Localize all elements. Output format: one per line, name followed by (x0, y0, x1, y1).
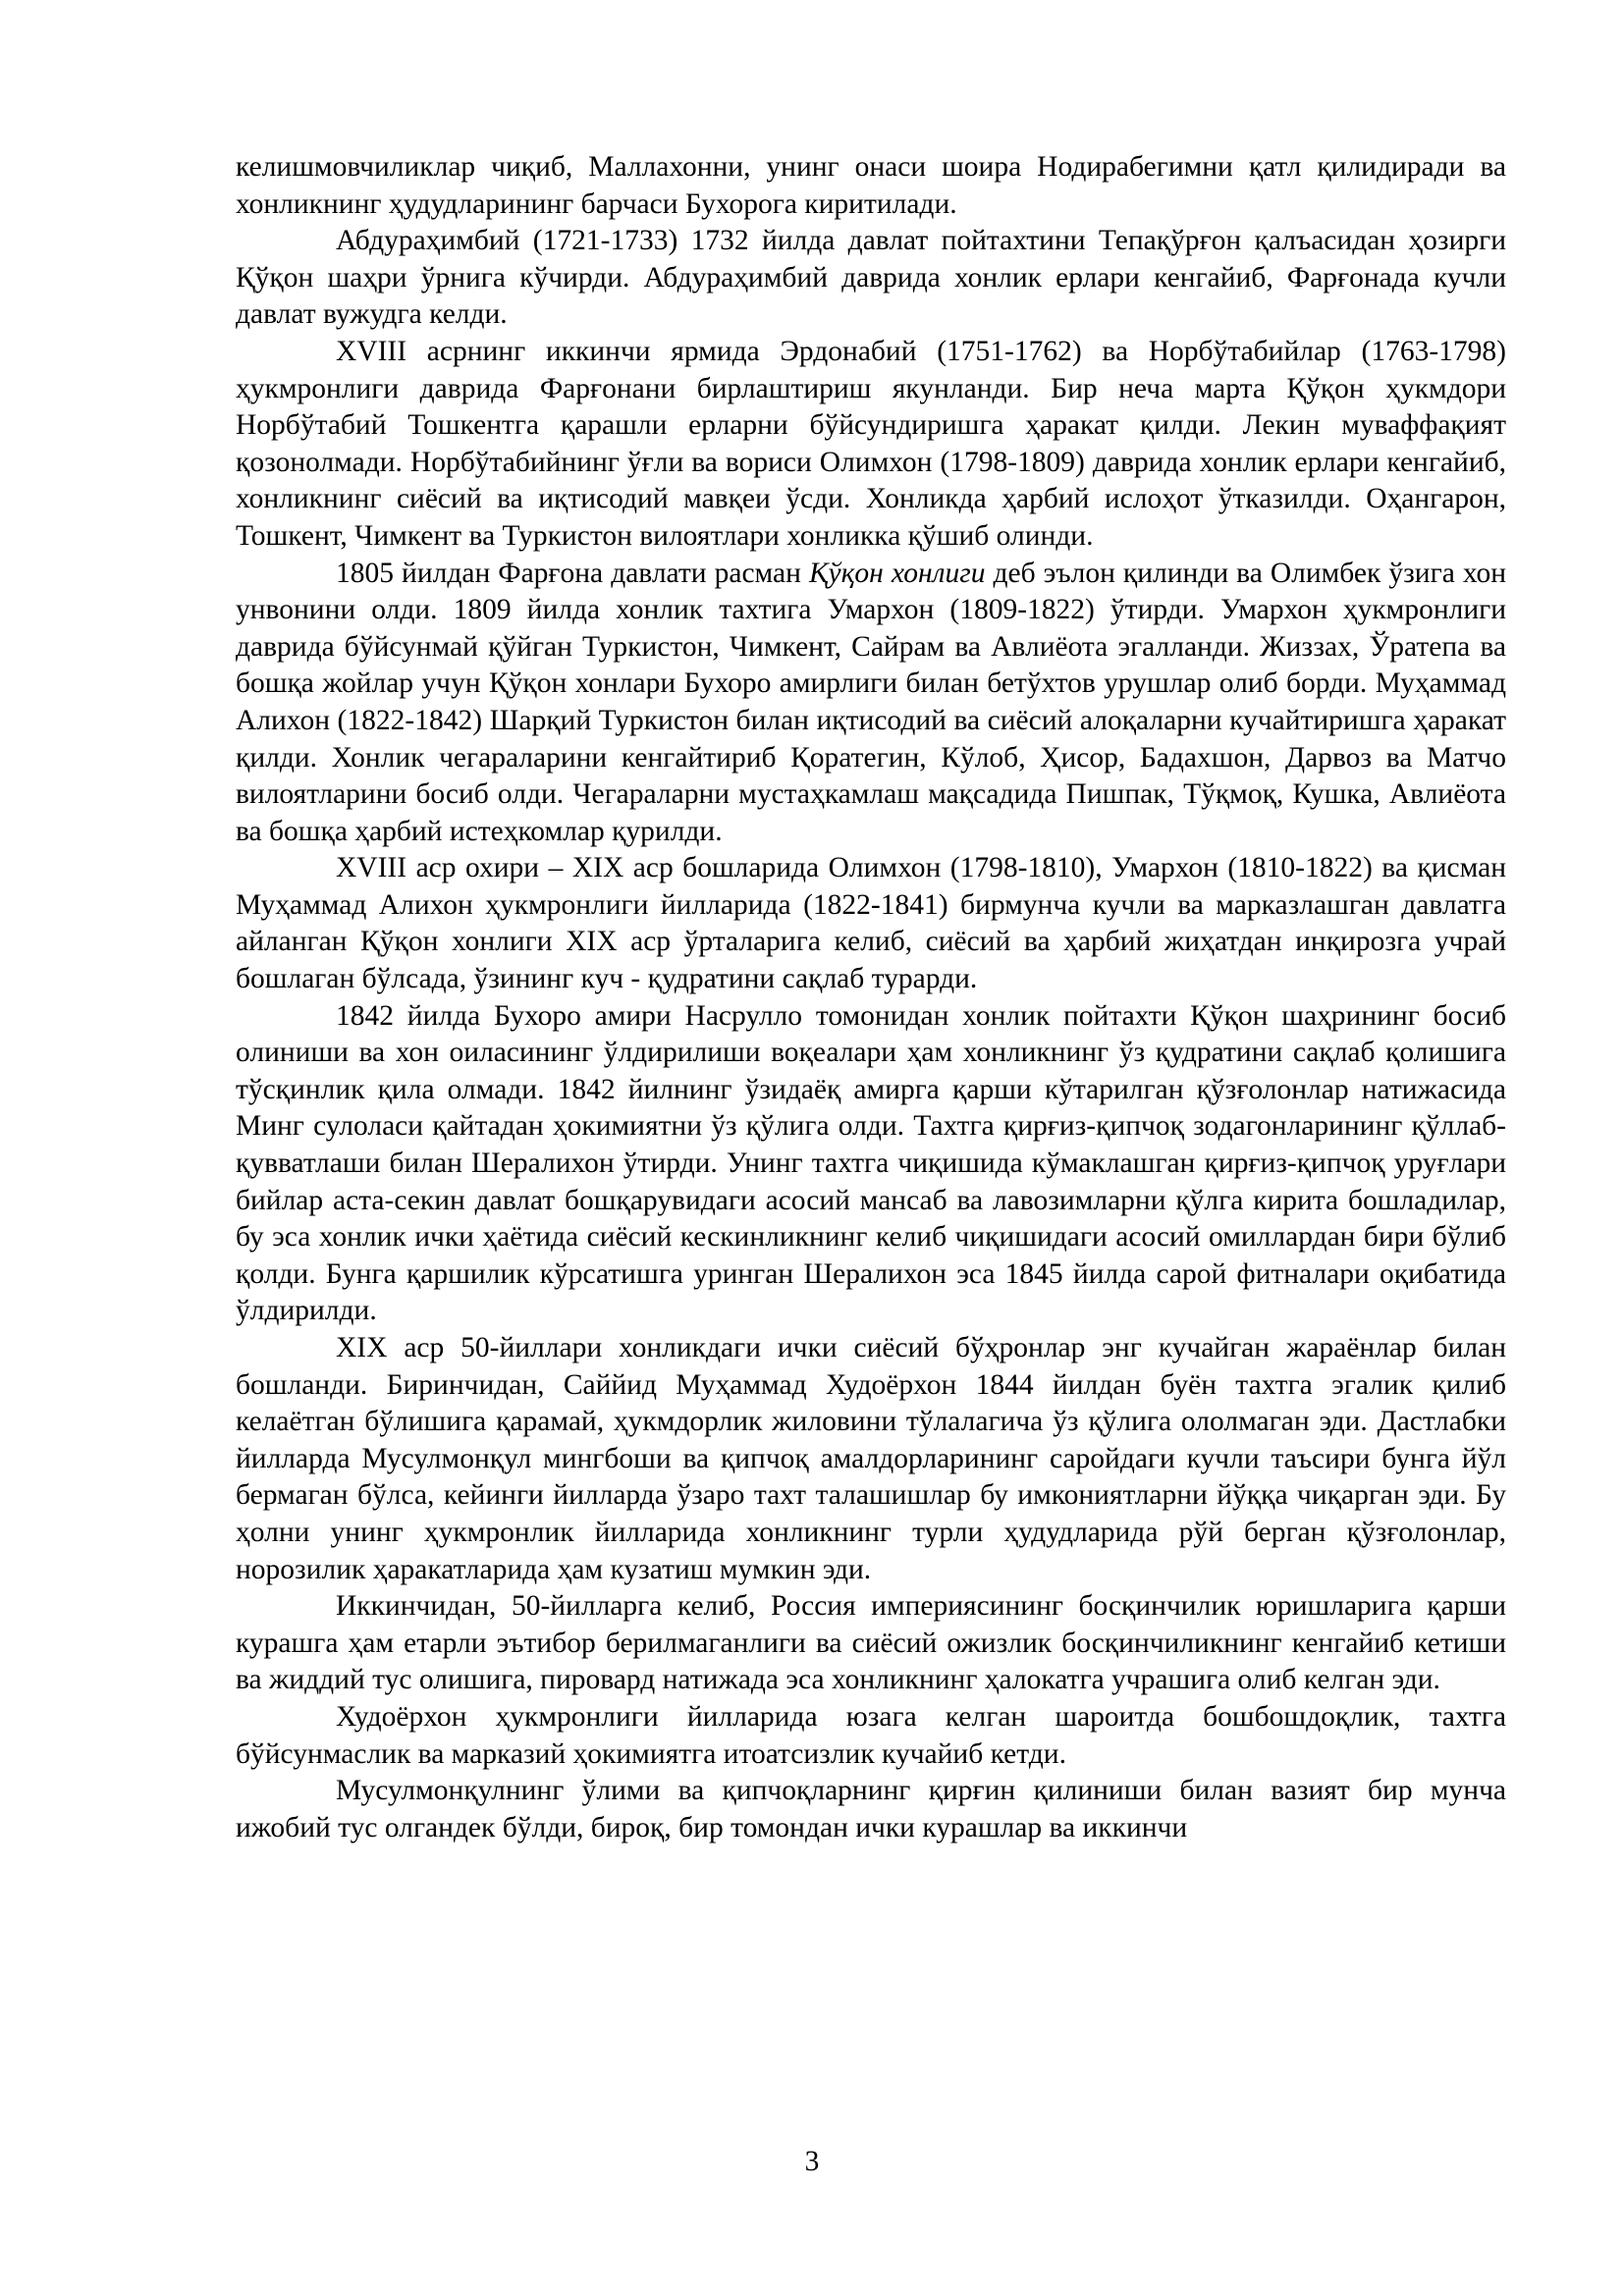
paragraph-1805-text-start: 1805 йилдан Фарғона давлати расман (336, 557, 809, 589)
paragraph-musulmonqul: Мусулмонқулнинг ўлими ва қипчоқларнинг қирғин қилиниши билан вазият бир мунча ижобий тус олгандек бўлди, бироқ, бир томондан ички курашлар ва иккинчи (236, 1775, 1506, 1843)
body-text (236, 149, 1506, 1846)
paragraph-late-xviii-early-xix: XVIII аср охири – XIX аср бошларида Олимхон (1798-1810), Умархон (1810-1822) ва қисман Муҳаммад Алихон ҳукмронлиги йилларида (1822-1841) бирмунча кучли ва марказлашган давлатга айланган Қўқон хонлиги XIX аср ўрталарига келиб, сиёсий ва ҳарбий жиҳатдан инқирозга учрай бошлаган бўлсада, ўзининг куч - қудратини сақлаб турарди. (236, 852, 1506, 995)
page-number: 3 (804, 2146, 820, 2177)
paragraph-khudoyarkhon: Худоёрхон ҳукмронлиги йилларида юзага келган шароитда бошбошдоқлик, тахтга бўйсунмаслик ва марказий ҳокимиятга итоатсизлик кучайиб кетди. (236, 1700, 1506, 1770)
paragraph-continued: келишмовчиликлар чиқиб, Маллахонни, унинг онаси шоира Нодирабегимни қатл қилидиради ва хонликнинг ҳудудларининг барчаси Бухорога киритилади. (236, 151, 1506, 220)
paragraph-xviii-century: XVIII асрнинг иккинчи ярмида Эрдонабий (1751-1762) ва Норбўтабийлар (1763-1798) ҳукмронлиги даврида Фарғонани бирлаштириш якунланди. Бир неча марта Қўқон ҳукмдори Норбўтабий Тошкентга қарашли ерларни бўйсундиришга ҳаракат қилди. Лекин муваффақият қозонолмади. Норбўтабийнинг ўғли ва вориси Олимхон (1798-1809) даврида хонлик ерлари кенгайиб, хонликнинг сиёсий ва иқтисодий мавқеи ўсди. Хонликда ҳарбий ислоҳот ўтказилди. Оҳангарон, Тошкент, Чимкент ва Туркистон вилоятлари хонликка қўшиб олинди. (236, 335, 1506, 552)
paragraph-xix-50s: XIX аср 50-йиллари хонликдаги ички сиёсий бўҳронлар энг кучайган жараёнлар билан бошланди. Биринчидан, Саййид Муҳаммад Худоёрхон 1844 йилдан буён тахтга эгалик қилиб келаётган бўлишига қарамай, ҳукмдорлик жиловини тўлалагича ўз қўлига ололмаган эди. Дастлабки йилларда Мусулмонқул мингбоши ва қипчоқ амалдорларининг саройдаги кучли таъсири бунга йўл бермаган бўлса, кейинги йилларда ўзаро тахт талашишлар бу имкониятларни йўққа чиқарган эди. Бу ҳолни унинг ҳукмронлик йилларида хонликнинг турли ҳудудларида рўй берган қўзғолонлар, норозилик ҳаракатларида ҳам кузатиш мумкин эди. (236, 1332, 1506, 1585)
paragraph-secondly: Иккинчидан, 50-йилларга келиб, Россия империясининг босқинчилик юришларига қарши курашга ҳам етарли эътибор берилмаганлиги ва сиёсий ожизлик босқинчиликнинг кенгайиб кетиши ва жиддий тус олишига, пировард натижада эса хонликнинг ҳалокатга учрашига олиб келган эди. (236, 1590, 1506, 1696)
paragraph-abdurahimbiy: Абдураҳимбий (1721-1733) 1732 йилда давлат пойтахтини Тепақўрғон қалъасидан ҳозирги Қўқон шаҳри ўрнига кўчирди. Абдураҳимбий даврида хонлик ерлари кенгайиб, Фарғонада кучли давлат вужудга келди. (236, 225, 1506, 331)
paragraph-1842-nasrullo: 1842 йилда Бухоро амири Насрулло томонидан хонлик пойтахти Қўқон шаҳрининг босиб олиниши ва хон оиласининг ўлдирилиши воқеалари ҳам хонликнинг ўз қудратини сақлаб қолишига тўсқинлик қила олмади. 1842 йилнинг ўзидаёқ амирга қарши кўтарилган қўзғолонлар натижасида Минг сулоласи қайтадан ҳокимиятни ўз қўлига олди. Тахтга қирғиз-қипчоқ зодагонларининг қўллаб-қувватлаши билан Шералихон ўтирди. Унинг тахтга чиқишида кўмаклашган қирғиз-қипчоқ уруғлари бийлар аста-секин давлат бошқарувидаги асосий мансаб ва лавозимларни қўлга кирита бошладилар, бу эса хонлик ички ҳаётида сиёсий кескинликнинг келиб чиқишидаги асосий омиллардан бири бўлиб қолди. Бунга қаршилик кўрсатишга уринган Шералихон эса 1845 йилда сарой фитналари оқибатида ўлдирилди. (236, 999, 1506, 1327)
italic-term-kokand-khanate: Қўқон хонлиги (808, 557, 986, 589)
paragraph-1805-text-end: деб эълон қилинди ва Олимбек ўзига хон унвонини олди. 1809 йилда хонлик тахтига Умархон (1809-1822) ўтирди. Умархон ҳукмронлиги даврида бўйсунмай қўйган Туркистон, Чимкент, Сайрам ва Авлиёота эгалланди. Жиззах, Ўратепа ва бошқа жойлар учун Қўқон хонлари Бухоро амирлиги билан бетўхтов урушлар олиб борди. Муҳаммад Алихон (1822-1842) Шарқий Туркистон билан иқтисодий ва сиёсий алоқаларни кучайтиришга ҳаракат қилди. Хонлик чегараларини кенгайтириб Қоратегин, Кўлоб, Ҳисор, Бадахшон, Дарвоз ва Матчо вилоятларини босиб олди. Чегараларни мустаҳкамлаш мақсадида Пишпак, Тўқмоқ, Кушка, Авлиёота ва бошқа ҳарбий истеҳкомлар қурилди. (236, 557, 1506, 847)
paragraph-1805-kokand-khanate (236, 556, 1506, 851)
